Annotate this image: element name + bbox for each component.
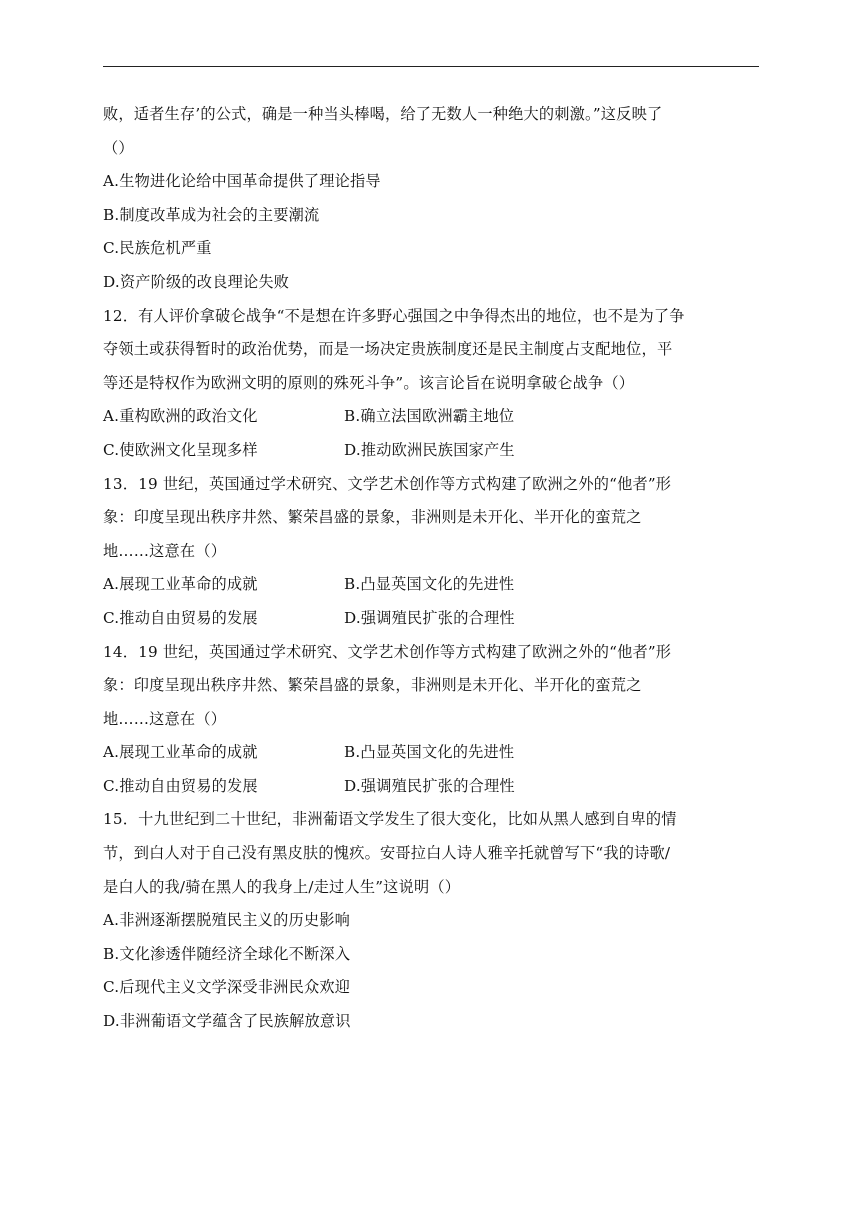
option-c: C.推动自由贸易的发展 [103,608,258,627]
option-row [103,568,763,602]
option-d: D.强调殖民扩张的合理性 [344,608,515,627]
question-text-line: （） [103,138,134,157]
option-a: A.非洲逐渐摆脱殖民主义的历史影响 [103,911,351,930]
option-row [103,602,763,636]
option-b: B.确立法国欧洲霸主地位 [344,407,515,426]
option-c: C.推动自由贸易的发展 [103,776,258,795]
option-c: C.民族危机严重 [103,239,212,258]
option-row [103,434,763,468]
question-13 [103,468,763,636]
question-text-line: 15．十九世纪到二十世纪，非洲葡语文学发生了很大变化，比如从黑人感到自卑的情 [103,810,677,829]
question-text-line: 13．19 世纪，英国通过学术研究、文学艺术创作等方式构建了欧洲之外的“他者”形 [103,474,672,493]
option-row [103,736,763,770]
question-text-line: 象：印度呈现出秩序井然、繁荣昌盛的景象，非洲则是未开化、半开化的蛮荒之 [103,508,642,527]
option-d: D.非洲葡语文学蕴含了民族解放意识 [103,1012,351,1031]
question-text-line: 节，到白人对于自己没有黑皮肤的愧疚。安哥拉白人诗人雅辛托就曾写下“我的诗歌/ [103,844,671,863]
option-b: B.制度改革成为社会的主要潮流 [103,205,320,224]
question-text-line: 等还是特权作为欧洲文明的原则的殊死斗争”。该言论旨在说明拿破仑战争（） [103,373,635,392]
option-b: B.凸显英国文化的先进性 [344,743,515,762]
option-b: B.凸显英国文化的先进性 [344,575,515,594]
option-c: C.后现代主义文学深受非洲民众欢迎 [103,978,351,997]
question-continuation [103,98,763,300]
option-a: A.展现工业革命的成就 [103,575,258,594]
question-text-line: 12．有人评价拿破仑战争“不是想在许多野心强国之中争得杰出的地位，也不是为了争 [103,306,685,325]
option-d: D.资产阶级的改良理论失败 [103,272,290,291]
question-14 [103,636,763,804]
question-text-line: 14．19 世纪，英国通过学术研究、文学艺术创作等方式构建了欧洲之外的“他者”形 [103,642,672,661]
page-content [103,98,763,1039]
question-text-line: 地……这意在（） [103,541,227,560]
option-b: B.文化渗透伴随经济全球化不断深入 [103,944,351,963]
option-d: D.推动欧洲民族国家产生 [344,440,515,459]
question-text-line: 败，适者生存’的公式，确是一种当头棒喝，给了无数人一种绝大的刺激。”这反映了 [103,105,663,123]
question-text-line: 象：印度呈现出秩序井然、繁荣昌盛的景象，非洲则是未开化、半开化的蛮荒之 [103,676,642,695]
option-d: D.强调殖民扩张的合理性 [344,776,515,795]
question-text-line: 是白人的我/骑在黑人的我身上/走过人生”这说明（） [103,877,461,896]
option-c: C.使欧洲文化呈现多样 [103,440,258,459]
question-text-line: 夺领土或获得暂时的政治优势，而是一场决定贵族制度还是民主制度占支配地位，平 [103,340,673,359]
option-a: A.生物进化论给中国革命提供了理论指导 [103,172,381,191]
option-a: A.重构欧洲的政治文化 [103,407,258,426]
option-row [103,770,763,804]
question-12 [103,300,763,468]
option-row [103,400,763,434]
question-text-line: 地……这意在（） [103,709,227,728]
option-a: A.展现工业革命的成就 [103,743,258,762]
header-rule [103,66,759,67]
question-15 [103,803,763,1038]
